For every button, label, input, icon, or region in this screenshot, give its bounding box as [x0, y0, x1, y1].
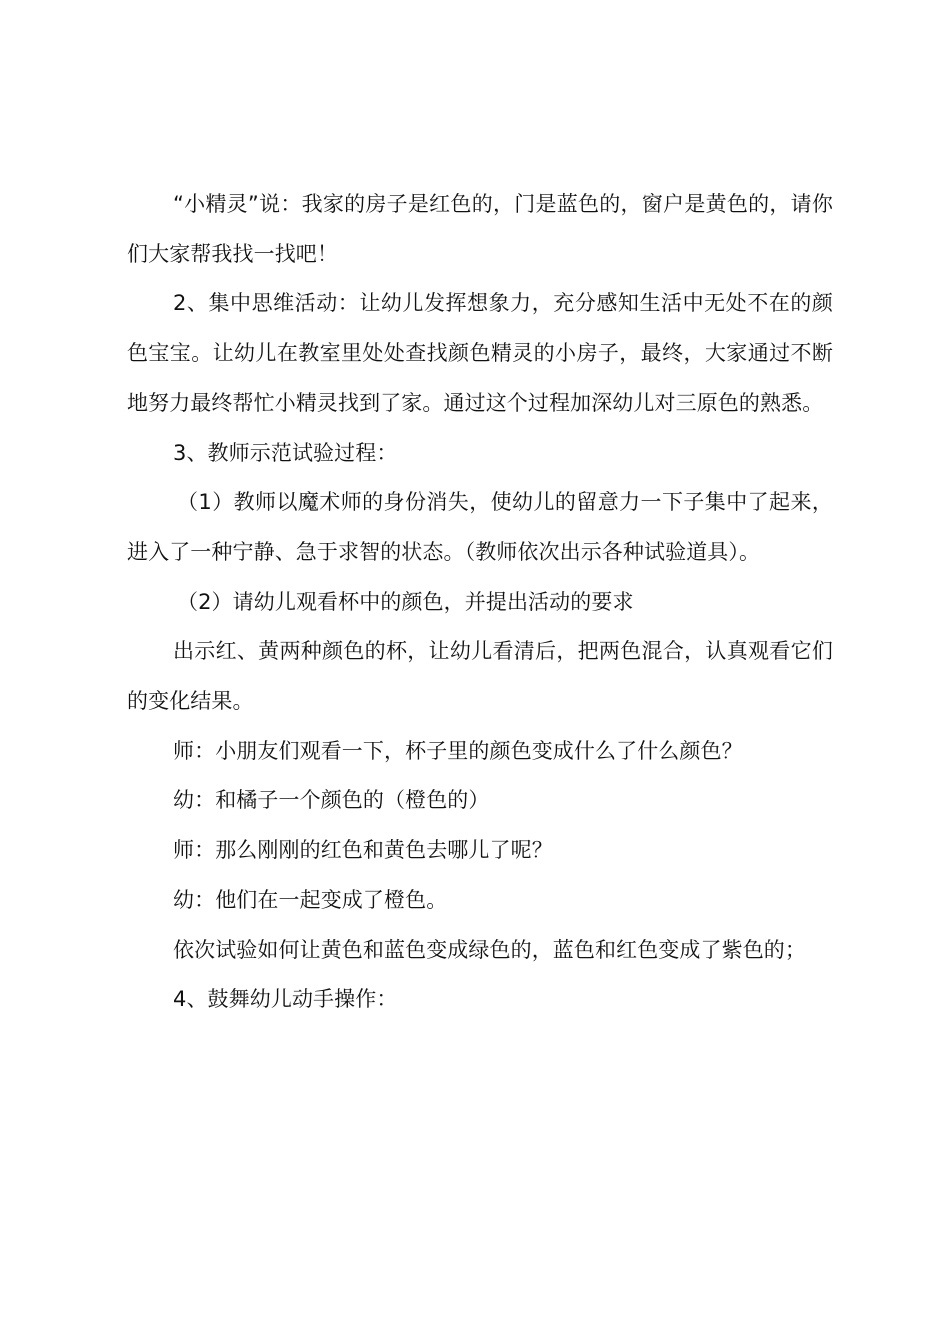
paragraph-step-3-heading: 3、教师示范试验过程： — [173, 440, 398, 465]
paragraph-substep-1: （1）教师以魔术师的身份消失，使幼儿的留意力一下子集中了起来，进入了一种宁静、急于求智的状态。（教师依次出示各种试验道具）。 — [127, 490, 833, 564]
paragraph-child-answer-1: 幼：和橘子一个颜色的（橙色的） — [173, 788, 490, 813]
paragraph-red-yellow-mix: 出示红、黄两种颜色的杯，让幼儿看清后，把两色混合，认真观看它们的变化结果。 — [127, 639, 833, 714]
paragraph-step-4-heading: 4、鼓舞幼儿动手操作： — [173, 987, 398, 1012]
paragraph-further-experiments: 依次试验如何让黄色和蓝色变成绿色的，蓝色和红色变成了紫色的； — [173, 937, 806, 962]
paragraph-child-answer-2: 幼：他们在一起变成了橙色。 — [173, 887, 448, 912]
document-body — [127, 180, 833, 1025]
paragraph-teacher-question-1: 师：小朋友们观看一下，杯子里的颜色变成什么了什么颜色？ — [173, 738, 743, 763]
paragraph-step-2-thinking-activity: 2、集中思维活动：让幼儿发挥想象力，充分感知生活中无处不在的颜色宝宝。让幼儿在教室里处处查找颜色精灵的小房子，最终，大家通过不断地努力最终帮忙小精灵找到了家。通过这个过程加深幼儿对三原色的熟悉。 — [127, 291, 833, 415]
paragraph-teacher-question-2: 师：那么刚刚的红色和黄色去哪儿了呢？ — [173, 838, 553, 863]
paragraph-substep-2: （2）请幼儿观看杯中的颜色，并提出活动的要求 — [177, 589, 634, 614]
paragraph-little-spirit-speech: “小精灵”说：我家的房子是红色的，门是蓝色的，窗户是黄色的，请你们大家帮我找一找吧！ — [127, 192, 833, 266]
